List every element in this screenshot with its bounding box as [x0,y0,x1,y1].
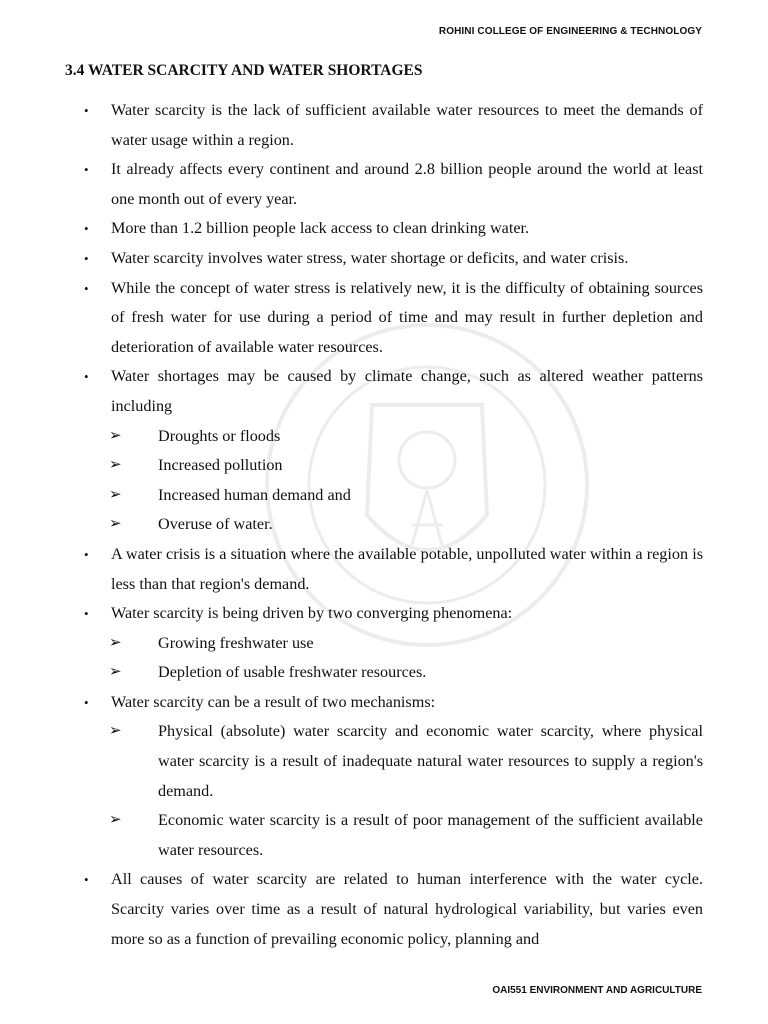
bullet-icon: • [84,369,89,385]
bullet-icon: • [84,221,89,237]
list-item: • Water scarcity is being driven by two converging phenomena: [84,599,703,629]
sub-list-item: ➢ Increased pollution [84,451,703,481]
sub-list-item: ➢ Increased human demand and [84,481,703,511]
bullet-icon: • [84,606,89,622]
list-item: • Water shortages may be caused by climate change, such as altered weather patterns including [84,362,703,421]
arrow-bullet-icon: ➢ [109,516,122,533]
list-item: • Water scarcity is the lack of sufficient available water resources to meet the demands of water usage within a region. [84,96,703,155]
page-footer: OAI551 ENVIRONMENT AND AGRICULTURE [492,985,702,996]
sub-list-item: ➢ Economic water scarcity is a result of poor management of the sufficient available water resources. [84,806,703,865]
arrow-bullet-icon: ➢ [109,812,122,829]
arrow-bullet-icon: ➢ [109,664,122,681]
list-item: • A water crisis is a situation where the available potable, unpolluted water within a region is less than that region's demand. [84,540,703,599]
page-header: ROHINI COLLEGE OF ENGINEERING & TECHNOLOGY [438,26,702,37]
bullet-list [84,96,703,954]
bullet-icon: • [84,162,89,178]
list-item: • All causes of water scarcity are related to human interference with the water cycle. Scarcity varies over time as a result of natural hydrological variability, but varies even more so as a function of prevailing economic policy, planning and [84,865,703,954]
sub-list-item: ➢ Physical (absolute) water scarcity and economic water scarcity, where physical water scarcity is a result of inadequate natural water resources to supply a region's demand. [84,717,703,806]
list-item: • Water scarcity involves water stress, water shortage or deficits, and water crisis. [84,244,703,274]
bullet-icon: • [84,872,89,888]
sub-list-item: ➢ Growing freshwater use [84,629,703,659]
bullet-icon: • [84,546,89,562]
bullet-icon: • [84,250,89,266]
bullet-icon: • [84,694,89,710]
sub-list-item: ➢ Depletion of usable freshwater resources. [84,658,703,688]
list-item: • While the concept of water stress is relatively new, it is the difficulty of obtaining sources of fresh water for use during a period of time and may result in further depletion and deterioration of available water resources. [84,274,703,363]
list-item: • It already affects every continent and around 2.8 billion people around the world at least one month out of every year. [84,155,703,214]
arrow-bullet-icon: ➢ [109,457,122,474]
arrow-bullet-icon: ➢ [109,634,122,651]
arrow-bullet-icon: ➢ [109,723,122,740]
bullet-icon: • [84,103,89,118]
list-item: • More than 1.2 billion people lack access to clean drinking water. [84,214,703,244]
section-title: 3.4 WATER SCARCITY AND WATER SHORTAGES [65,62,423,79]
bullet-icon: • [84,280,89,296]
sub-list-item: ➢ Droughts or floods [84,422,703,452]
list-item: • Water scarcity can be a result of two mechanisms: [84,688,703,718]
arrow-bullet-icon: ➢ [109,427,122,444]
arrow-bullet-icon: ➢ [109,486,122,503]
sub-list-item: ➢ Overuse of water. [84,510,703,540]
